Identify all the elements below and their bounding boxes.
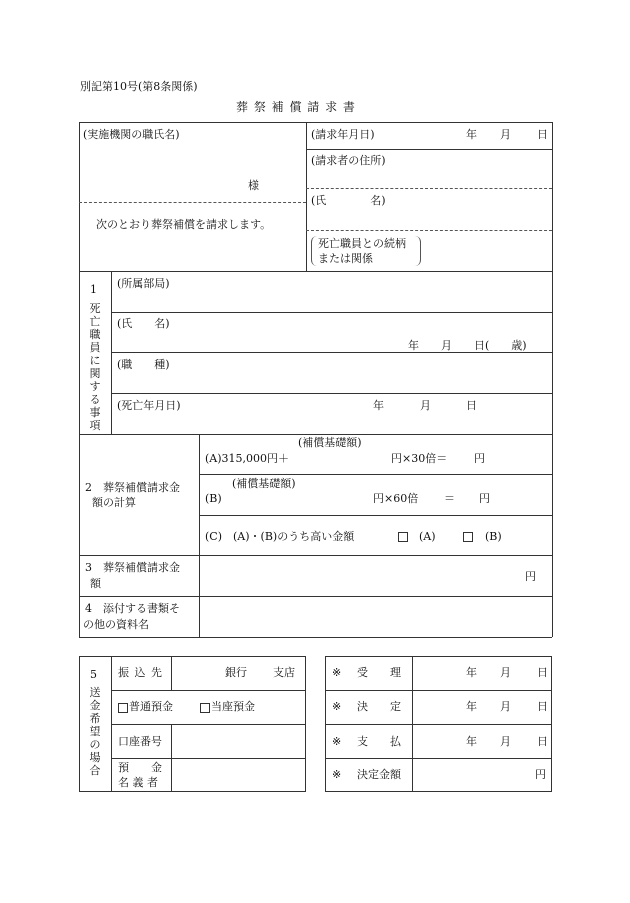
request-year: 年 [466, 128, 477, 141]
section5-heading-char: の [89, 738, 101, 751]
section1-heading-char: る [89, 393, 101, 406]
holder-label-1: 預 金 [118, 761, 162, 774]
agency-label: (実施機関の職氏名) [83, 128, 180, 141]
received-day: 日 [537, 666, 548, 679]
top-section-bottom [79, 271, 552, 272]
decided-label: 決 定 [357, 700, 401, 713]
row-b-yen: 円 [479, 492, 490, 505]
death-year: 年 [373, 399, 384, 412]
account-number-label: 口座番号 [118, 735, 162, 748]
name-dashed-divider [306, 230, 552, 231]
amount-mark: ※ [332, 768, 342, 781]
transfer-label: 振 込 先 [118, 666, 163, 679]
top-divider [306, 122, 307, 271]
option-a-checkbox[interactable] [398, 532, 408, 542]
section1-heading-char: 項 [89, 419, 101, 432]
table-border-right [552, 122, 553, 637]
remittance-row3-bottom [111, 758, 306, 759]
branch-label: 支店 [273, 666, 295, 679]
request-month: 月 [500, 128, 511, 141]
section5-heading-char: 場 [89, 751, 101, 764]
department-label: (所属部局) [117, 277, 170, 290]
received-label: 受 理 [357, 666, 401, 679]
section5-number: 5 [90, 668, 97, 681]
received-mark: ※ [332, 666, 342, 679]
paid-day: 日 [537, 735, 548, 748]
death-month: 月 [420, 399, 431, 412]
paid-month: 月 [500, 735, 511, 748]
section1-heading-char: 員 [89, 341, 101, 354]
office-row2-bottom [325, 724, 552, 725]
row-a-formula: (A)315,000円＋ [205, 452, 290, 465]
form-title: 葬 祭 補 償 請 求 書 [236, 100, 356, 114]
table-border-bottom [79, 637, 552, 638]
ordinary-deposit-label: 普通預金 [129, 700, 173, 713]
table-border-left [79, 122, 80, 637]
current-deposit-label: 当座預金 [211, 700, 255, 713]
address-label: (請求者の住所) [311, 154, 386, 167]
section3-heading-line1: 3 葬祭補償請求金 [85, 561, 180, 574]
section3-bottom [79, 596, 552, 597]
received-year: 年 [466, 666, 477, 679]
date-row-bottom [306, 149, 552, 150]
section5-heading-char: 送 [89, 686, 101, 699]
bank-label: 銀行 [225, 666, 247, 679]
paid-year: 年 [466, 735, 477, 748]
remittance-row1-bottom [111, 690, 306, 691]
section4-heading-line1: 4 添付する書類そ [85, 602, 180, 615]
received-month: 月 [500, 666, 511, 679]
section1-heading-char: に [89, 354, 101, 367]
honorific: 様 [248, 179, 259, 192]
decided-amount-label: 決定金額 [357, 768, 401, 781]
section5-heading-char: 金 [89, 699, 101, 712]
section1-number: 1 [90, 283, 97, 296]
office-row1-bottom [325, 690, 552, 691]
ordinary-deposit-checkbox[interactable] [118, 703, 128, 713]
section5-heading-char: 望 [89, 725, 101, 738]
row-a-yen: 円 [474, 452, 485, 465]
relation-label-1: 死亡職員との続柄 [318, 237, 406, 250]
section1-heading-char: 事 [89, 406, 101, 419]
section1-heading-char: 関 [89, 367, 101, 380]
holder-label-2: 名 義 者 [118, 776, 158, 789]
request-statement: 次のとおり葬祭補償を請求します。 [96, 218, 272, 231]
row-c-text: (C) (A)・(B)のうち高い金額 [205, 530, 355, 543]
section1-heading-char: す [89, 380, 101, 393]
section1-row1-bottom [111, 312, 552, 313]
calc-row-b-bottom [199, 515, 552, 516]
section4-heading-line2: の他の資料名 [83, 618, 149, 631]
paid-label: 支 払 [357, 735, 401, 748]
section2-heading-line1: 2 葬祭補償請求金 [85, 481, 180, 494]
calc-row-a-bottom [199, 474, 552, 475]
account-divider [171, 724, 172, 792]
occupation-label: (職 種) [117, 358, 170, 371]
decided-amount-yen: 円 [535, 768, 546, 781]
relation-label-2: または関係 [318, 252, 373, 265]
request-date-label: (請求年月日) [311, 128, 375, 141]
row-a-basis-label: (補償基礎額) [298, 436, 362, 449]
office-row3-bottom [325, 758, 552, 759]
address-dashed-divider [306, 188, 552, 189]
decided-mark: ※ [332, 700, 342, 713]
section5-heading-char: 希 [89, 712, 101, 725]
form-number: 別記第10号(第8条関係) [80, 80, 198, 93]
row-b-equals: ＝ [444, 492, 455, 505]
paid-mark: ※ [332, 735, 342, 748]
section1-row3-bottom [111, 393, 552, 394]
option-b-checkbox[interactable] [463, 532, 473, 542]
request-day: 日 [537, 128, 548, 141]
deceased-name-label: (氏 名) [117, 317, 170, 330]
section2-bottom [79, 555, 552, 556]
decided-year: 年 [466, 700, 477, 713]
option-b-label: (B) [485, 530, 502, 543]
row-b-multiplier: 円×60倍 [373, 492, 419, 505]
section1-heading-char: 職 [89, 328, 101, 341]
decided-day: 日 [537, 700, 548, 713]
row-b-basis-label: (補償基礎額) [232, 477, 296, 490]
label-column-divider [199, 434, 200, 637]
current-deposit-checkbox[interactable] [200, 703, 210, 713]
birth-date-text: 年 月 日( 歳) [408, 339, 527, 352]
row-b-label: (B) [205, 492, 222, 505]
transfer-divider [171, 656, 172, 690]
section2-heading-line2: 額の計算 [92, 496, 136, 509]
amount-yen: 円 [525, 570, 536, 583]
remittance-row2-bottom [111, 724, 306, 725]
table-border-top [79, 122, 552, 123]
section5-heading-char: 合 [89, 764, 101, 777]
death-date-label: (死亡年月日) [117, 399, 181, 412]
death-day: 日 [466, 399, 477, 412]
option-a-label: (A) [419, 530, 436, 543]
section3-heading-line2: 額 [90, 577, 101, 590]
agency-dashed-divider [79, 202, 306, 203]
section1-bottom [79, 434, 552, 435]
decided-month: 月 [500, 700, 511, 713]
section1-heading-char: 死 [89, 302, 101, 315]
row-a-multiplier: 円×30倍＝ [391, 452, 448, 465]
name-label: (氏 名) [311, 194, 386, 207]
section1-heading-char: 亡 [89, 315, 101, 328]
